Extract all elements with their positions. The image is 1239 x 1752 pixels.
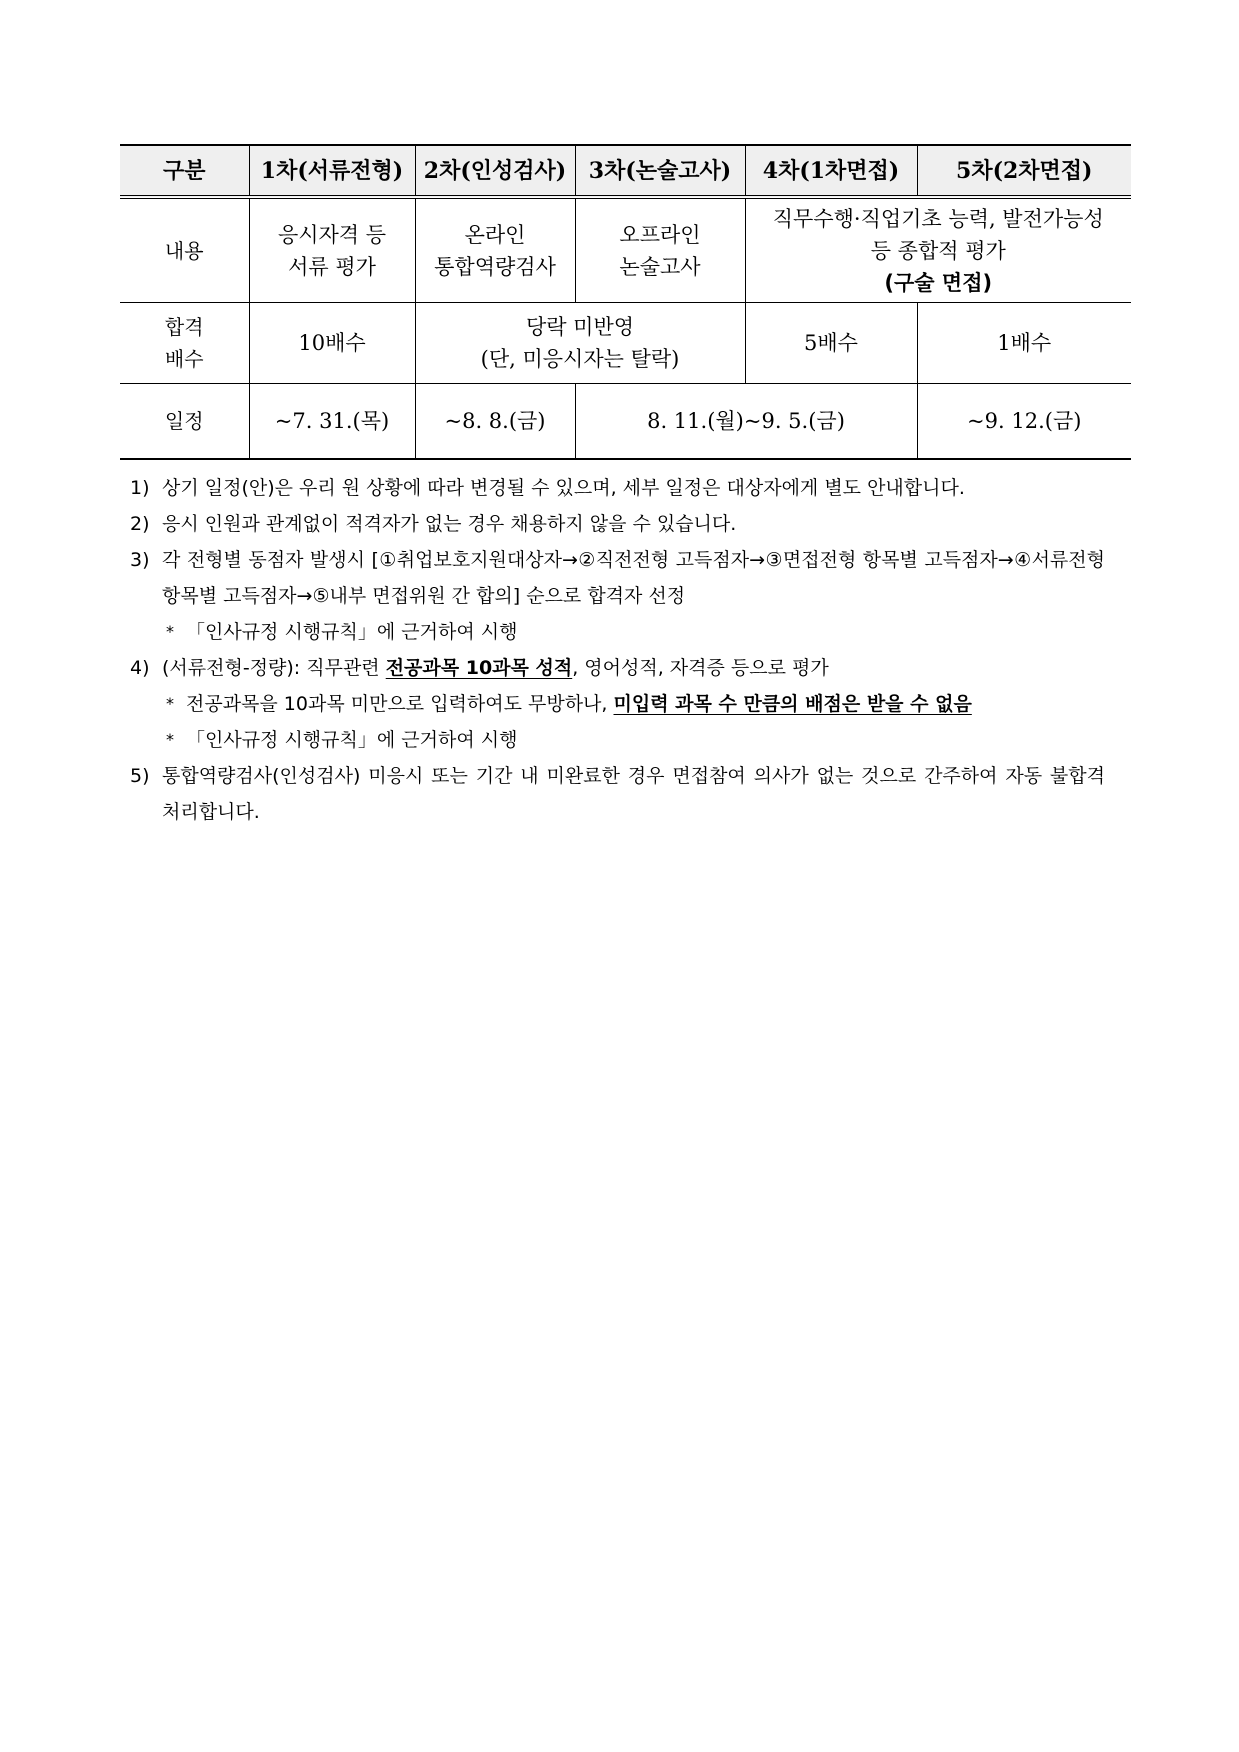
note-5 [130, 758, 1105, 830]
sub-note-text: 「인사규정 시행규칙」에 근거하여 시행 [186, 729, 518, 751]
cell-schedule-stage-5: ~9. 12.(금) [917, 384, 1131, 460]
note-4-sub-2 [130, 722, 1105, 758]
note-text: 응시 인원과 관계없이 적격자가 없는 경우 채용하지 않을 수 있습니다. [162, 513, 737, 535]
note-4-sub-1 [130, 686, 1105, 722]
header-stage-5: 5차(2차면접) [917, 145, 1131, 197]
recruitment-schedule-table [120, 144, 1131, 460]
asterisk-mark: * [166, 694, 174, 713]
note-text: (서류전형-정량): 직무관련 전공과목 10과목 성적, 영어성적, 자격증 등으로 평가 [162, 657, 829, 679]
row-label-content: 내용 [120, 197, 249, 303]
table-row-ratio [120, 303, 1131, 384]
cell-schedule-stage-3-4: 8. 11.(월)~9. 5.(금) [575, 384, 917, 460]
emphasis-text: 미입력 과목 수 만큼의 배점은 받을 수 없음 [613, 693, 972, 715]
sub-note-text: 전공과목을 10과목 미만으로 입력하여도 무방하나, 미입력 과목 수 만큼의 배점은 받을 수 없음 [186, 693, 972, 715]
cell-content-stage-2: 온라인 통합역량검사 [415, 197, 575, 303]
header-stage-1: 1차(서류전형) [249, 145, 415, 197]
note-2 [130, 506, 1105, 542]
note-3-sub [130, 614, 1105, 650]
cell-schedule-stage-2: ~8. 8.(금) [415, 384, 575, 460]
table-row-content [120, 197, 1131, 303]
note-text: 각 전형별 동점자 발생시 [①취업보호지원대상자→②직전전형 고득점자→③면접전형 항목별 고득점자→④서류전형 항목별 고득점자→⑤내부 면접위원 간 합의] 순으로 합격자 선정 [162, 549, 1105, 607]
header-stage-3: 3차(논술고사) [575, 145, 745, 197]
note-number: 2) [130, 513, 150, 535]
row-label-ratio: 합격 배수 [120, 303, 249, 384]
table-header-row [120, 145, 1131, 197]
cell-ratio-stage-5: 1배수 [917, 303, 1131, 384]
asterisk-mark: * [166, 622, 174, 641]
cell-content-stage-4-5: 직무수행·직업기초 능력, 발전가능성 등 종합적 평가 (구술 면접) [745, 197, 1131, 303]
asterisk-mark: * [166, 730, 174, 749]
note-number: 5) [130, 765, 150, 787]
sub-note-text: 「인사규정 시행규칙」에 근거하여 시행 [186, 621, 518, 643]
note-3 [130, 542, 1105, 614]
header-category: 구분 [120, 145, 249, 197]
cell-content-stage-1: 응시자격 등 서류 평가 [249, 197, 415, 303]
note-text: 상기 일정(안)은 우리 원 상황에 따라 변경될 수 있으며, 세부 일정은 대상자에게 별도 안내합니다. [162, 477, 965, 499]
header-stage-2: 2차(인성검사) [415, 145, 575, 197]
header-stage-4: 4차(1차면접) [745, 145, 917, 197]
note-number: 3) [130, 549, 150, 571]
cell-schedule-stage-1: ~7. 31.(목) [249, 384, 415, 460]
table-row-schedule [120, 384, 1131, 460]
note-4 [130, 650, 1105, 686]
row-label-schedule: 일정 [120, 384, 249, 460]
emphasis-text: 전공과목 10과목 성적 [385, 657, 573, 679]
note-text: 통합역량검사(인성검사) 미응시 또는 기간 내 미완료한 경우 면접참여 의사가 없는 것으로 간주하여 자동 불합격 처리합니다. [162, 765, 1105, 823]
cell-ratio-stage-2-3: 당락 미반영 (단, 미응시자는 탈락) [415, 303, 745, 384]
note-number: 4) [130, 657, 150, 679]
cell-ratio-stage-1: 10배수 [249, 303, 415, 384]
cell-content-stage-3: 오프라인 논술고사 [575, 197, 745, 303]
cell-ratio-stage-4: 5배수 [745, 303, 917, 384]
note-1 [130, 470, 1105, 506]
note-number: 1) [130, 477, 150, 499]
notes-section [130, 470, 1105, 830]
